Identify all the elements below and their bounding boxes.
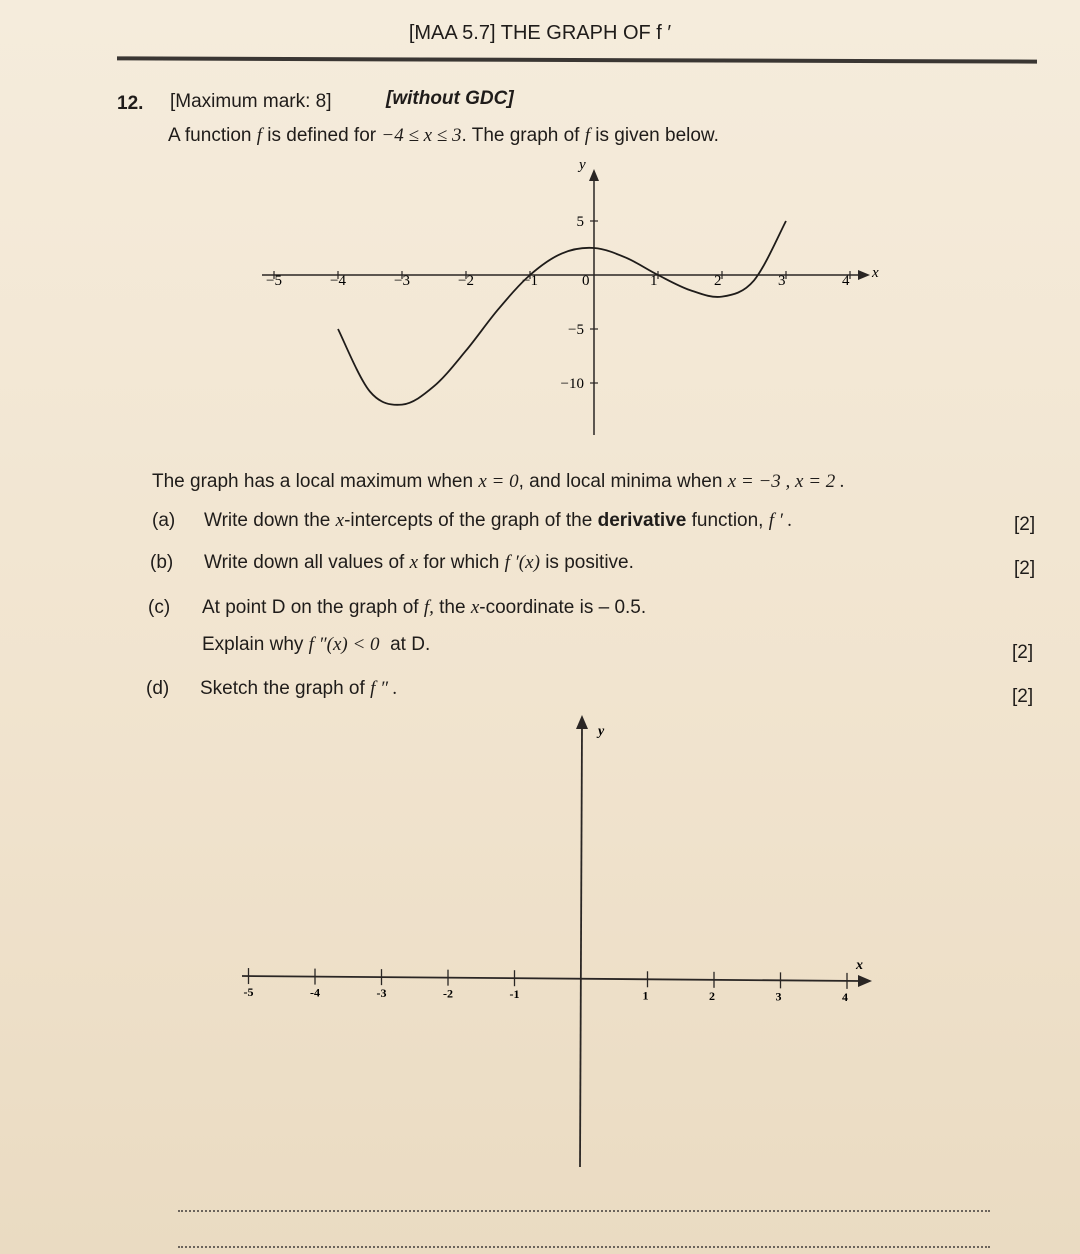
part-b-text-c: is positive. [545, 552, 634, 573]
graph2-y-label: y [598, 724, 605, 739]
part-a-text-c: function, [691, 510, 764, 531]
part-b-label: (b) [150, 552, 174, 573]
part-c-text-a: At point D on the graph of [202, 597, 419, 618]
graph2-x-tick-label: -3 [376, 986, 387, 1001]
graph2-x-label: x [856, 958, 863, 973]
part-c-marks: [2] [1012, 642, 1034, 663]
part-d-text-a: Sketch the graph of [200, 678, 365, 699]
part-a-fn: f ′ . [768, 510, 793, 531]
function-graph [250, 155, 890, 440]
graph1-x-tick-label: 0 [582, 273, 590, 289]
part-b-text-b: for which [423, 552, 500, 573]
graph1-x-label: x [872, 265, 879, 281]
statement-max: x = 0 [478, 471, 519, 492]
graph1-y-arrow [589, 169, 599, 181]
part-d-fn: f ″ . [370, 678, 398, 699]
answer-line-1[interactable] [178, 1210, 990, 1212]
graph1-x-tick-label: −5 [266, 273, 282, 289]
graph1-x-tick-label: −2 [458, 273, 474, 289]
intro-line [168, 125, 719, 147]
graph2-x-axis [242, 976, 860, 981]
sketch-axes[interactable] [230, 705, 890, 1175]
graph2-x-tick-label: -5 [243, 985, 254, 1000]
graph1-y-tick-label: −5 [568, 322, 584, 338]
max-mark: [Maximum mark: 8] [170, 91, 332, 112]
graph1-x-tick-label: −4 [330, 273, 346, 289]
gdc-note: [without GDC] [386, 88, 514, 109]
part-c-line2-a: Explain why [202, 634, 304, 655]
graph2-x-tick-label: -1 [509, 987, 520, 1002]
part-d-text [200, 678, 398, 700]
part-a-var: x [335, 510, 345, 531]
graph1-x-tick-label: 4 [842, 273, 850, 289]
part-c-line2-b: at D. [390, 634, 431, 655]
intro-text-b: is defined for [267, 125, 377, 146]
statement-text-a: The graph has a local maximum when [152, 471, 474, 492]
part-b-text-a: Write down all values of [204, 552, 405, 573]
part-b-marks: [2] [1014, 558, 1036, 579]
part-c-text-b: the [439, 597, 466, 618]
graph1-x-tick-label: −1 [522, 273, 538, 289]
intro-text-d: is given below. [595, 125, 719, 146]
statement-line [152, 471, 845, 493]
graph1-x-tick-label: 3 [778, 273, 786, 289]
part-a-bold: derivative [597, 510, 687, 531]
part-a-text [204, 510, 792, 532]
statement-min: x = −3 , x = 2 . [727, 471, 845, 492]
intro-function-symbol-2: f [584, 125, 591, 146]
intro-text-c: . The graph of [461, 125, 580, 146]
graph2-y-axis [580, 727, 582, 1167]
header-rule [117, 56, 1037, 63]
intro-function-symbol: f [256, 125, 263, 146]
intro-text-a: A function [168, 125, 252, 146]
part-c-fn: f, [423, 597, 434, 618]
graph1-x-tick-label: −3 [394, 273, 410, 289]
part-c-text-c: -coordinate is – 0.5. [479, 597, 647, 618]
graph2-x-tick-label: -4 [310, 985, 320, 1000]
graph1-y-tick-label: −10 [560, 376, 584, 392]
part-c-line2-fn: f ″(x) < 0 [308, 634, 380, 655]
statement-text-b: , and local minima when [518, 471, 723, 492]
page-title: [MAA 5.7] THE GRAPH OF f ′ [408, 22, 672, 44]
part-d-label: (d) [146, 678, 170, 699]
graph1-x-tick-label: 1 [650, 273, 658, 289]
graph2-y-arrow [576, 715, 588, 729]
part-d-marks: [2] [1012, 686, 1034, 707]
intro-domain: −4 ≤ x ≤ 3 [381, 125, 462, 146]
question-number: 12. [117, 93, 144, 114]
part-a-text-b: -intercepts of the graph of the [344, 510, 593, 531]
part-c-label: (c) [148, 597, 171, 618]
graph1-x-arrow [858, 270, 870, 280]
part-b-text [204, 552, 634, 574]
part-c-text [202, 597, 646, 619]
graph2-x-tick-label: 4 [842, 989, 848, 1004]
part-a-label: (a) [152, 510, 176, 531]
graph1-y-tick-label: 5 [576, 214, 584, 230]
graph2-x-tick-label: -2 [443, 986, 453, 1001]
part-b-fn: f ′(x) [504, 552, 540, 573]
part-a-text-a: Write down the [204, 510, 331, 531]
graph2-x-tick-label: 2 [709, 988, 715, 1003]
part-c-var: x [470, 597, 480, 618]
graph2-x-tick-label: 1 [642, 988, 649, 1003]
part-b-var: x [409, 552, 419, 573]
graph1-x-tick-label: 2 [714, 273, 722, 289]
part-a-marks: [2] [1014, 514, 1036, 535]
graph2-x-arrow [858, 975, 872, 987]
graph2-x-tick-label: 3 [775, 989, 782, 1004]
answer-line-2[interactable] [178, 1246, 990, 1248]
graph1-y-label: y [579, 157, 586, 173]
part-c-line2 [202, 634, 430, 656]
